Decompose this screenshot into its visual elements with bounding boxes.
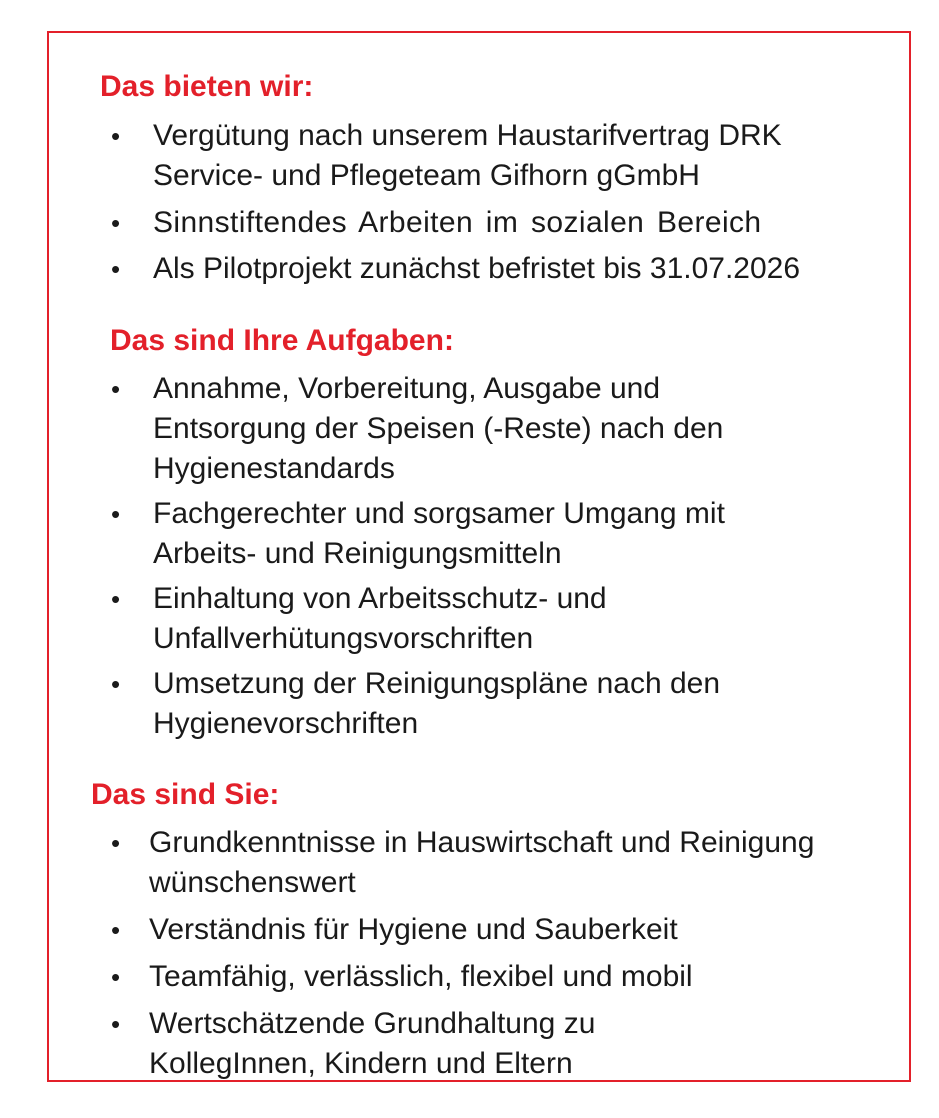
list-item-line: Umsetzung der Reinigungspläne nach den xyxy=(153,667,721,700)
list-item-line: Fachgerechter und sorgsamer Umgang mit xyxy=(153,497,725,530)
list-item xyxy=(49,664,909,744)
tasks-section xyxy=(49,324,909,744)
list-item-line: Annahme, Vorbereitung, Ausgabe und xyxy=(153,372,661,405)
bullet-icon: • xyxy=(111,669,121,699)
list-item-text xyxy=(149,823,909,903)
list-item xyxy=(49,910,909,950)
list-item-line: Sinnstiftendes Arbeiten im sozialen Bereich xyxy=(153,206,762,239)
list-item-line: Arbeits- und Reinigungsmitteln xyxy=(153,537,562,570)
list-item xyxy=(49,957,909,997)
list-item-text xyxy=(149,910,909,950)
list-item xyxy=(49,823,909,903)
list-item-text xyxy=(153,494,909,574)
list-item xyxy=(49,203,909,243)
list-item-text xyxy=(153,664,909,744)
list-item-line: Unfallverhütungsvorschriften xyxy=(153,622,534,655)
bullet-icon: • xyxy=(111,962,121,992)
list-item-line: KollegInnen, Kindern und Eltern xyxy=(149,1047,573,1080)
list-item-line: Service- und Pflegeteam Gifhorn gGmbH xyxy=(153,159,700,192)
list-item xyxy=(49,249,909,289)
list-item-line: Teamfähig, verlässlich, flexibel und mobil xyxy=(149,960,693,993)
list-item-line: Grundkenntnisse in Hauswirtschaft und Reinigung xyxy=(149,826,815,859)
list-item-text xyxy=(153,116,909,196)
profile-heading: Das sind Sie: xyxy=(91,778,280,811)
list-item-text xyxy=(153,579,909,659)
tasks-list xyxy=(49,369,909,744)
bullet-icon: • xyxy=(111,499,121,529)
bullet-icon: • xyxy=(111,584,121,614)
bullet-icon: • xyxy=(111,208,121,238)
bullet-icon: • xyxy=(111,374,121,404)
list-item xyxy=(49,1004,909,1084)
list-item xyxy=(49,116,909,196)
list-item-line: Verständnis für Hygiene und Sauberkeit xyxy=(149,913,678,946)
tasks-heading: Das sind Ihre Aufgaben: xyxy=(110,324,454,357)
profile-list xyxy=(49,823,909,1084)
list-item-line: Einhaltung von Arbeitsschutz- und xyxy=(153,582,607,615)
offer-section xyxy=(49,70,909,289)
list-item-line: Hygienestandards xyxy=(153,452,395,485)
list-item-line: Wertschätzende Grundhaltung zu xyxy=(149,1007,596,1040)
list-item-line: Entsorgung der Speisen (-Reste) nach den xyxy=(153,412,724,445)
list-item-line: Als Pilotprojekt zunächst befristet bis 31.07.2026 xyxy=(153,252,801,285)
list-item-text xyxy=(153,203,909,243)
job-posting-frame xyxy=(47,31,911,1082)
offer-heading: Das bieten wir: xyxy=(100,70,314,103)
bullet-icon: • xyxy=(111,121,121,151)
list-item-text xyxy=(149,957,909,997)
list-item xyxy=(49,369,909,489)
bullet-icon: • xyxy=(111,915,121,945)
bullet-icon: • xyxy=(111,828,121,858)
list-item-line: Hygienevorschriften xyxy=(153,707,419,740)
list-item-line: Vergütung nach unserem Haustarifvertrag DRK xyxy=(153,119,782,152)
list-item xyxy=(49,579,909,659)
bullet-icon: • xyxy=(111,254,121,284)
bullet-icon: • xyxy=(111,1009,121,1039)
list-item xyxy=(49,494,909,574)
list-item-text xyxy=(149,1004,909,1084)
offer-list xyxy=(49,116,909,289)
list-item-text xyxy=(153,249,909,289)
profile-section xyxy=(49,778,909,1084)
list-item-line: wünschenswert xyxy=(149,866,356,899)
list-item-text xyxy=(153,369,909,489)
